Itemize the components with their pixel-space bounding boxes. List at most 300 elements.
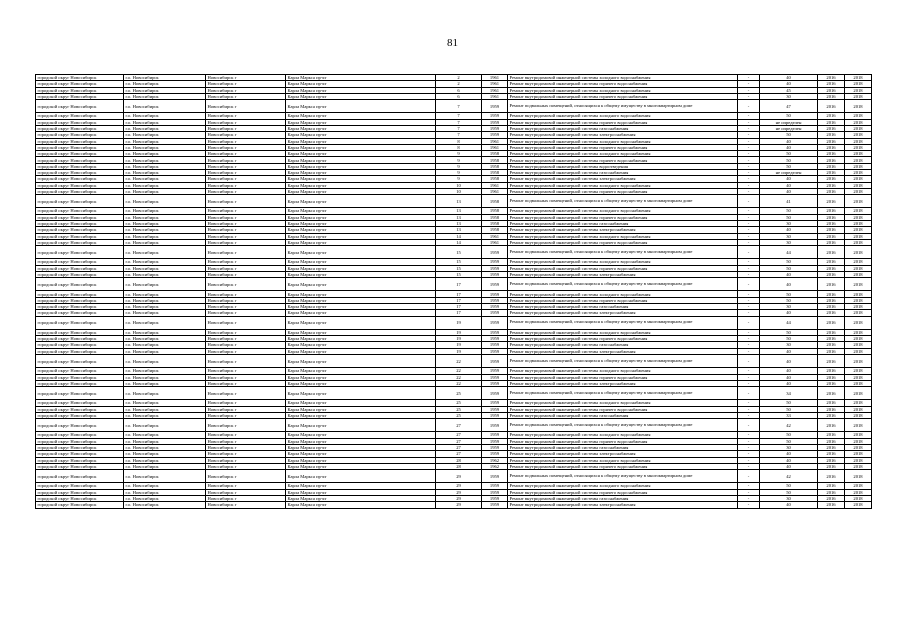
dash-cell: - <box>738 227 760 233</box>
house-number-cell: 19 <box>436 348 482 354</box>
city-cell: Новосибирск г <box>206 132 286 138</box>
street-cell: Карла Маркса пр-кт <box>286 151 436 157</box>
district-cell: городской округ Новосибирск <box>36 125 124 131</box>
house-number-cell: 9 <box>436 151 482 157</box>
end-year-cell: 2018 <box>845 227 872 233</box>
table-row <box>36 502 872 508</box>
city-cell: Новосибирск г <box>206 188 286 194</box>
end-year-cell: 2018 <box>845 182 872 188</box>
municipality-cell: г.о. Новосибирск <box>124 265 206 271</box>
street-cell: Карла Маркса пр-кт <box>286 368 436 374</box>
street-cell: Карла Маркса пр-кт <box>286 182 436 188</box>
dash-cell: - <box>738 188 760 194</box>
start-year-cell: 2016 <box>818 265 845 271</box>
street-cell: Карла Маркса пр-кт <box>286 412 436 418</box>
start-year-cell: 2016 <box>818 451 845 457</box>
house-number-cell: 10 <box>436 182 482 188</box>
build-year-cell: 1959 <box>482 348 508 354</box>
municipality-cell: г.о. Новосибирск <box>124 342 206 348</box>
dash-cell: - <box>738 125 760 131</box>
work-type-cell: Ремонт внутридомовой инженерной системы холодного водоснабжения <box>508 432 738 438</box>
wear-percent-cell: 41 <box>760 195 818 208</box>
end-year-cell: 2018 <box>845 239 872 245</box>
wear-percent-cell: 40 <box>760 457 818 463</box>
start-year-cell: 2016 <box>818 310 845 316</box>
house-number-cell: 28 <box>436 457 482 463</box>
end-year-cell: 2018 <box>845 87 872 93</box>
municipality-cell: г.о. Новосибирск <box>124 81 206 87</box>
city-cell: Новосибирск г <box>206 93 286 99</box>
start-year-cell: 2016 <box>818 329 845 335</box>
dash-cell: - <box>738 259 760 265</box>
wear-percent-cell: 50 <box>760 265 818 271</box>
start-year-cell: 2016 <box>818 259 845 265</box>
work-type-cell: Ремонт внутридомовой инженерной системы водоотведения <box>508 163 738 169</box>
house-number-cell: 13 <box>436 227 482 233</box>
district-cell: городской округ Новосибирск <box>36 438 124 444</box>
street-cell: Карла Маркса пр-кт <box>286 342 436 348</box>
start-year-cell: 2016 <box>818 502 845 508</box>
build-year-cell: 1959 <box>482 259 508 265</box>
dash-cell: - <box>738 387 760 400</box>
city-cell: Новосибирск г <box>206 170 286 176</box>
build-year-cell: 1959 <box>482 297 508 303</box>
wear-percent-cell: 50 <box>760 113 818 119</box>
work-type-cell: Ремонт внутридомовой инженерной системы газоснабжения <box>508 221 738 227</box>
city-cell: Новосибирск г <box>206 374 286 380</box>
wear-percent-cell: 50 <box>760 432 818 438</box>
district-cell: городской округ Новосибирск <box>36 81 124 87</box>
city-cell: Новосибирск г <box>206 444 286 450</box>
dash-cell: - <box>738 170 760 176</box>
house-number-cell: 29 <box>436 495 482 501</box>
district-cell: городской округ Новосибирск <box>36 157 124 163</box>
build-year-cell: 1959 <box>482 412 508 418</box>
municipality-cell: г.о. Новосибирск <box>124 380 206 386</box>
build-year-cell: 1959 <box>482 483 508 489</box>
city-cell: Новосибирск г <box>206 214 286 220</box>
end-year-cell: 2018 <box>845 310 872 316</box>
dash-cell: - <box>738 489 760 495</box>
build-year-cell: 1961 <box>482 138 508 144</box>
wear-percent-cell: 50 <box>760 489 818 495</box>
house-number-cell: 9 <box>436 163 482 169</box>
street-cell: Карла Маркса пр-кт <box>286 271 436 277</box>
build-year-cell: 1959 <box>482 246 508 259</box>
district-cell: городской округ Новосибирск <box>36 489 124 495</box>
municipality-cell: г.о. Новосибирск <box>124 195 206 208</box>
dash-cell: - <box>738 233 760 239</box>
street-cell: Карла Маркса пр-кт <box>286 113 436 119</box>
start-year-cell: 2016 <box>818 278 845 291</box>
build-year-cell: 1961 <box>482 144 508 150</box>
city-cell: Новосибирск г <box>206 221 286 227</box>
district-cell: городской округ Новосибирск <box>36 119 124 125</box>
wear-percent-cell: 50 <box>760 163 818 169</box>
city-cell: Новосибирск г <box>206 208 286 214</box>
street-cell: Карла Маркса пр-кт <box>286 463 436 469</box>
house-number-cell: 25 <box>436 387 482 400</box>
house-number-cell: 17 <box>436 297 482 303</box>
build-year-cell: 1961 <box>482 87 508 93</box>
street-cell: Карла Маркса пр-кт <box>286 438 436 444</box>
dash-cell: - <box>738 278 760 291</box>
dash-cell: - <box>738 451 760 457</box>
start-year-cell: 2016 <box>818 176 845 182</box>
municipality-cell: г.о. Новосибирск <box>124 297 206 303</box>
district-cell: городской округ Новосибирск <box>36 87 124 93</box>
end-year-cell: 2018 <box>845 432 872 438</box>
end-year-cell: 2018 <box>845 259 872 265</box>
district-cell: городской округ Новосибирск <box>36 400 124 406</box>
start-year-cell: 2016 <box>818 406 845 412</box>
dash-cell: - <box>738 470 760 483</box>
wear-percent-cell: 40 <box>760 463 818 469</box>
work-type-cell: Ремонт внутридомовой инженерной системы электроснабжения <box>508 451 738 457</box>
work-type-cell: Ремонт внутридомовой инженерной системы горячего водоснабжения <box>508 374 738 380</box>
house-number-cell: 27 <box>436 438 482 444</box>
end-year-cell: 2018 <box>845 412 872 418</box>
dash-cell: - <box>738 304 760 310</box>
municipality-cell: г.о. Новосибирск <box>124 119 206 125</box>
wear-percent-cell: 47 <box>760 100 818 113</box>
district-cell: городской округ Новосибирск <box>36 278 124 291</box>
municipality-cell: г.о. Новосибирск <box>124 336 206 342</box>
build-year-cell: 1958 <box>482 195 508 208</box>
street-cell: Карла Маркса пр-кт <box>286 336 436 342</box>
work-type-cell: Ремонт подвальных помещений, относящихся к общему имуществу в многоквартирном доме <box>508 470 738 483</box>
wear-percent-cell: 44 <box>760 316 818 329</box>
city-cell: Новосибирск г <box>206 438 286 444</box>
start-year-cell: 2016 <box>818 368 845 374</box>
municipality-cell: г.о. Новосибирск <box>124 100 206 113</box>
dash-cell: - <box>738 463 760 469</box>
district-cell: городской округ Новосибирск <box>36 432 124 438</box>
district-cell: городской округ Новосибирск <box>36 387 124 400</box>
wear-percent-cell: 40 <box>760 227 818 233</box>
wear-percent-cell: 44 <box>760 246 818 259</box>
work-type-cell: Ремонт внутридомовой инженерной системы холодного водоснабжения <box>508 182 738 188</box>
district-cell: городской округ Новосибирск <box>36 233 124 239</box>
build-year-cell: 1959 <box>482 271 508 277</box>
street-cell: Карла Маркса пр-кт <box>286 259 436 265</box>
work-type-cell: Ремонт внутридомовой инженерной системы холодного водоснабжения <box>508 329 738 335</box>
build-year-cell: 1958 <box>482 163 508 169</box>
street-cell: Карла Маркса пр-кт <box>286 489 436 495</box>
district-cell: городской округ Новосибирск <box>36 304 124 310</box>
street-cell: Карла Маркса пр-кт <box>286 176 436 182</box>
house-number-cell: 15 <box>436 246 482 259</box>
end-year-cell: 2018 <box>845 157 872 163</box>
work-type-cell: Ремонт внутридомовой инженерной системы горячего водоснабжения <box>508 336 738 342</box>
work-type-cell: Ремонт подвальных помещений, относящихся к общему имуществу в многоквартирном доме <box>508 387 738 400</box>
municipality-cell: г.о. Новосибирск <box>124 502 206 508</box>
city-cell: Новосибирск г <box>206 246 286 259</box>
start-year-cell: 2016 <box>818 495 845 501</box>
table-row <box>36 355 872 368</box>
build-year-cell: 1959 <box>482 451 508 457</box>
start-year-cell: 2016 <box>818 119 845 125</box>
work-type-cell: Ремонт внутридомовой инженерной системы горячего водоснабжения <box>508 489 738 495</box>
municipality-cell: г.о. Новосибирск <box>124 463 206 469</box>
build-year-cell: 1961 <box>482 81 508 87</box>
street-cell: Карла Маркса пр-кт <box>286 163 436 169</box>
start-year-cell: 2016 <box>818 348 845 354</box>
street-cell: Карла Маркса пр-кт <box>286 246 436 259</box>
wear-percent-cell: 30 <box>760 221 818 227</box>
municipality-cell: г.о. Новосибирск <box>124 93 206 99</box>
work-type-cell: Ремонт внутридомовой инженерной системы холодного водоснабжения <box>508 259 738 265</box>
house-number-cell: 13 <box>436 221 482 227</box>
district-cell: городской округ Новосибирск <box>36 368 124 374</box>
municipality-cell: г.о. Новосибирск <box>124 144 206 150</box>
page-number: 81 <box>447 37 458 49</box>
table-row <box>36 470 872 483</box>
work-type-cell: Ремонт подвальных помещений, относящихся к общему имуществу в многоквартирном доме <box>508 419 738 432</box>
dash-cell: - <box>738 151 760 157</box>
district-cell: городской округ Новосибирск <box>36 374 124 380</box>
house-number-cell: 28 <box>436 463 482 469</box>
municipality-cell: г.о. Новосибирск <box>124 316 206 329</box>
wear-percent-cell: 42 <box>760 470 818 483</box>
municipality-cell: г.о. Новосибирск <box>124 278 206 291</box>
work-type-cell: Ремонт внутридомовой инженерной системы газоснабжения <box>508 304 738 310</box>
municipality-cell: г.о. Новосибирск <box>124 457 206 463</box>
work-type-cell: Ремонт внутридомовой инженерной системы электроснабжения <box>508 380 738 386</box>
end-year-cell: 2018 <box>845 188 872 194</box>
house-number-cell: 14 <box>436 233 482 239</box>
start-year-cell: 2016 <box>818 336 845 342</box>
house-number-cell: 9 <box>436 176 482 182</box>
street-cell: Карла Маркса пр-кт <box>286 208 436 214</box>
house-number-cell: 10 <box>436 188 482 194</box>
street-cell: Карла Маркса пр-кт <box>286 93 436 99</box>
work-type-cell: Ремонт внутридомовой инженерной системы горячего водоснабжения <box>508 214 738 220</box>
build-year-cell: 1961 <box>482 188 508 194</box>
end-year-cell: 2018 <box>845 374 872 380</box>
district-cell: городской округ Новосибирск <box>36 451 124 457</box>
start-year-cell: 2016 <box>818 304 845 310</box>
dash-cell: - <box>738 195 760 208</box>
start-year-cell: 2016 <box>818 380 845 386</box>
municipality-cell: г.о. Новосибирск <box>124 259 206 265</box>
table-body <box>36 75 872 509</box>
start-year-cell: 2016 <box>818 400 845 406</box>
work-type-cell: Ремонт внутридомовой инженерной системы холодного водоснабжения <box>508 113 738 119</box>
municipality-cell: г.о. Новосибирск <box>124 400 206 406</box>
municipality-cell: г.о. Новосибирск <box>124 208 206 214</box>
street-cell: Карла Маркса пр-кт <box>286 470 436 483</box>
work-type-cell: Ремонт внутридомовой инженерной системы горячего водоснабжения <box>508 265 738 271</box>
house-number-cell: 13 <box>436 208 482 214</box>
house-number-cell: 2 <box>436 81 482 87</box>
start-year-cell: 2016 <box>818 239 845 245</box>
municipality-cell: г.о. Новосибирск <box>124 151 206 157</box>
wear-percent-cell: 50 <box>760 151 818 157</box>
house-number-cell: 27 <box>436 444 482 450</box>
start-year-cell: 2016 <box>818 195 845 208</box>
end-year-cell: 2018 <box>845 495 872 501</box>
start-year-cell: 2016 <box>818 182 845 188</box>
street-cell: Карла Маркса пр-кт <box>286 144 436 150</box>
house-number-cell: 17 <box>436 310 482 316</box>
dash-cell: - <box>738 432 760 438</box>
municipality-cell: г.о. Новосибирск <box>124 87 206 93</box>
house-number-cell: 27 <box>436 419 482 432</box>
house-number-cell: 8 <box>436 144 482 150</box>
district-cell: городской округ Новосибирск <box>36 208 124 214</box>
city-cell: Новосибирск г <box>206 463 286 469</box>
work-type-cell: Ремонт внутридомовой инженерной системы холодного водоснабжения <box>508 87 738 93</box>
end-year-cell: 2018 <box>845 125 872 131</box>
build-year-cell: 1958 <box>482 214 508 220</box>
dash-cell: - <box>738 502 760 508</box>
dash-cell: - <box>738 291 760 297</box>
house-number-cell: 17 <box>436 291 482 297</box>
street-cell: Карла Маркса пр-кт <box>286 227 436 233</box>
city-cell: Новосибирск г <box>206 432 286 438</box>
wear-percent-cell: 50 <box>760 329 818 335</box>
city-cell: Новосибирск г <box>206 259 286 265</box>
build-year-cell: 1961 <box>482 75 508 81</box>
end-year-cell: 2018 <box>845 342 872 348</box>
end-year-cell: 2018 <box>845 170 872 176</box>
city-cell: Новосибирск г <box>206 100 286 113</box>
wear-percent-cell: 40 <box>760 348 818 354</box>
city-cell: Новосибирск г <box>206 291 286 297</box>
work-type-cell: Ремонт внутридомовой инженерной системы горячего водоснабжения <box>508 157 738 163</box>
end-year-cell: 2018 <box>845 208 872 214</box>
table-row <box>36 419 872 432</box>
end-year-cell: 2018 <box>845 233 872 239</box>
build-year-cell: 1959 <box>482 329 508 335</box>
wear-percent-cell: 50 <box>760 208 818 214</box>
work-type-cell: Ремонт внутридомовой инженерной системы газоснабжения <box>508 342 738 348</box>
wear-percent-cell: 40 <box>760 176 818 182</box>
district-cell: городской округ Новосибирск <box>36 100 124 113</box>
street-cell: Карла Маркса пр-кт <box>286 132 436 138</box>
build-year-cell: 1959 <box>482 432 508 438</box>
end-year-cell: 2018 <box>845 457 872 463</box>
end-year-cell: 2018 <box>845 438 872 444</box>
build-year-cell: 1959 <box>482 419 508 432</box>
start-year-cell: 2016 <box>818 144 845 150</box>
district-cell: городской округ Новосибирск <box>36 195 124 208</box>
city-cell: Новосибирск г <box>206 151 286 157</box>
start-year-cell: 2016 <box>818 132 845 138</box>
street-cell: Карла Маркса пр-кт <box>286 157 436 163</box>
municipality-cell: г.о. Новосибирск <box>124 470 206 483</box>
build-year-cell: 1958 <box>482 227 508 233</box>
work-type-cell: Ремонт внутридомовой инженерной системы холодного водоснабжения <box>508 400 738 406</box>
build-year-cell: 1961 <box>482 182 508 188</box>
city-cell: Новосибирск г <box>206 483 286 489</box>
city-cell: Новосибирск г <box>206 265 286 271</box>
end-year-cell: 2018 <box>845 419 872 432</box>
street-cell: Карла Маркса пр-кт <box>286 355 436 368</box>
street-cell: Карла Маркса пр-кт <box>286 316 436 329</box>
municipality-cell: г.о. Новосибирск <box>124 451 206 457</box>
end-year-cell: 2018 <box>845 336 872 342</box>
build-year-cell: 1959 <box>482 400 508 406</box>
end-year-cell: 2018 <box>845 81 872 87</box>
municipality-cell: г.о. Новосибирск <box>124 348 206 354</box>
city-cell: Новосибирск г <box>206 138 286 144</box>
dash-cell: - <box>738 93 760 99</box>
end-year-cell: 2018 <box>845 138 872 144</box>
start-year-cell: 2016 <box>818 246 845 259</box>
dash-cell: - <box>738 406 760 412</box>
end-year-cell: 2018 <box>845 93 872 99</box>
municipality-cell: г.о. Новосибирск <box>124 233 206 239</box>
work-type-cell: Ремонт внутридомовой инженерной системы горячего водоснабжения <box>508 406 738 412</box>
end-year-cell: 2018 <box>845 119 872 125</box>
start-year-cell: 2016 <box>818 483 845 489</box>
start-year-cell: 2016 <box>818 214 845 220</box>
municipality-cell: г.о. Новосибирск <box>124 489 206 495</box>
work-type-cell: Ремонт подвальных помещений, относящихся к общему имуществу в многоквартирном доме <box>508 355 738 368</box>
wear-percent-cell: 45 <box>760 87 818 93</box>
build-year-cell: 1959 <box>482 355 508 368</box>
house-number-cell: 7 <box>436 119 482 125</box>
house-number-cell: 25 <box>436 412 482 418</box>
street-cell: Карла Маркса пр-кт <box>286 457 436 463</box>
dash-cell: - <box>738 310 760 316</box>
build-year-cell: 1959 <box>482 380 508 386</box>
work-type-cell: Ремонт внутридомовой инженерной системы холодного водоснабжения <box>508 233 738 239</box>
city-cell: Новосибирск г <box>206 495 286 501</box>
city-cell: Новосибирск г <box>206 119 286 125</box>
build-year-cell: 1959 <box>482 489 508 495</box>
municipality-cell: г.о. Новосибирск <box>124 355 206 368</box>
end-year-cell: 2018 <box>845 489 872 495</box>
end-year-cell: 2018 <box>845 221 872 227</box>
build-year-cell: 1958 <box>482 208 508 214</box>
city-cell: Новосибирск г <box>206 329 286 335</box>
city-cell: Новосибирск г <box>206 419 286 432</box>
wear-percent-cell: не определен <box>760 125 818 131</box>
municipality-cell: г.о. Новосибирск <box>124 368 206 374</box>
wear-percent-cell: 40 <box>760 310 818 316</box>
street-cell: Карла Маркса пр-кт <box>286 483 436 489</box>
work-type-cell: Ремонт подвальных помещений, относящихся к общему имуществу в многоквартирном доме <box>508 278 738 291</box>
city-cell: Новосибирск г <box>206 81 286 87</box>
work-type-cell: Ремонт внутридомовой инженерной системы газоснабжения <box>508 170 738 176</box>
repair-schedule-table <box>35 74 872 509</box>
district-cell: городской округ Новосибирск <box>36 265 124 271</box>
district-cell: городской округ Новосибирск <box>36 182 124 188</box>
wear-percent-cell: 40 <box>760 374 818 380</box>
street-cell: Карла Маркса пр-кт <box>286 432 436 438</box>
district-cell: городской округ Новосибирск <box>36 419 124 432</box>
end-year-cell: 2018 <box>845 113 872 119</box>
start-year-cell: 2016 <box>818 170 845 176</box>
start-year-cell: 2016 <box>818 81 845 87</box>
build-year-cell: 1959 <box>482 304 508 310</box>
wear-percent-cell: 50 <box>760 406 818 412</box>
municipality-cell: г.о. Новосибирск <box>124 387 206 400</box>
build-year-cell: 1959 <box>482 406 508 412</box>
dash-cell: - <box>738 380 760 386</box>
wear-percent-cell: 50 <box>760 297 818 303</box>
build-year-cell: 1959 <box>482 132 508 138</box>
wear-percent-cell: 30 <box>760 239 818 245</box>
dash-cell: - <box>738 87 760 93</box>
dash-cell: - <box>738 342 760 348</box>
district-cell: городской округ Новосибирск <box>36 239 124 245</box>
wear-percent-cell: 30 <box>760 304 818 310</box>
dash-cell: - <box>738 75 760 81</box>
